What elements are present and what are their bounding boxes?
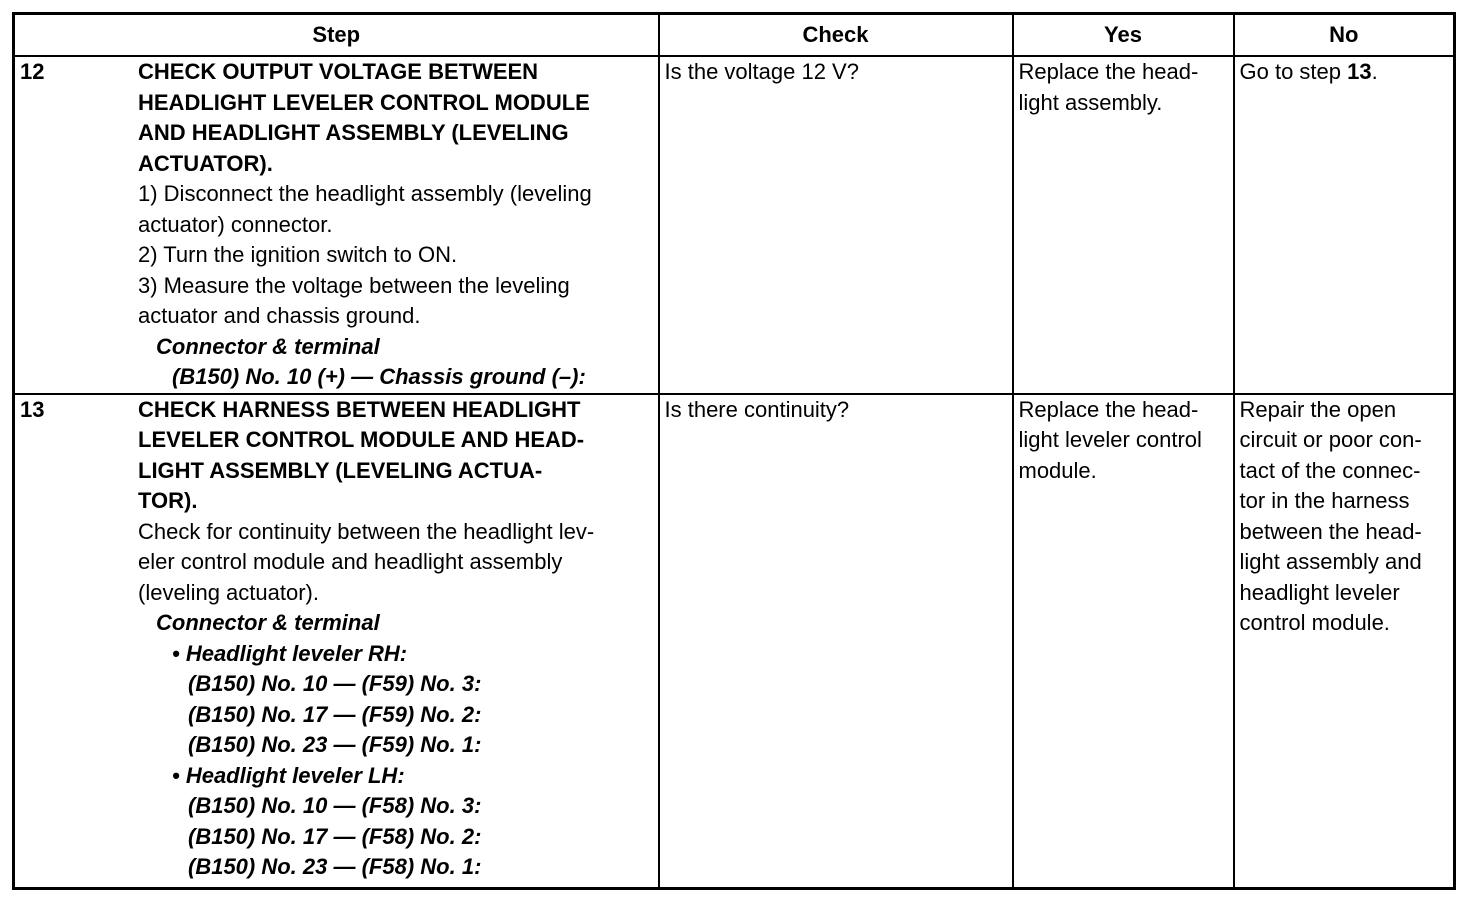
step-body xyxy=(138,57,658,393)
table-row xyxy=(14,56,1455,394)
yes-line: Replace the head- xyxy=(1018,59,1199,84)
terminal-line: (B150) No. 17 — (F59) No. 2: xyxy=(188,701,482,727)
check-question: Is the voltage 12 V? xyxy=(664,59,859,84)
step-cell xyxy=(14,394,659,889)
no-line: control module. xyxy=(1239,610,1390,635)
yes-line: Replace the head- xyxy=(1018,396,1199,422)
terminal-line: (B150) No. 23 — (F59) No. 1: xyxy=(188,732,482,757)
step-text-line: (leveling actuator). xyxy=(138,579,319,605)
header-row xyxy=(14,14,1455,57)
yes-line: module. xyxy=(1018,457,1097,483)
step-text-line: 1) Disconnect the headlight assembly (leveling xyxy=(138,181,592,206)
step-body xyxy=(138,395,658,883)
yes-cell xyxy=(1013,394,1234,889)
yes-line: light leveler control xyxy=(1018,427,1202,452)
step-title-line: TOR). xyxy=(138,488,198,513)
yes-line: light assembly. xyxy=(1018,89,1163,115)
no-line xyxy=(1240,57,1454,88)
group-label: • Headlight leveler RH: xyxy=(172,640,408,666)
check-cell xyxy=(659,56,1013,394)
step-title-line: LIGHT ASSEMBLY (LEVELING ACTUA- xyxy=(138,457,543,483)
terminal-line: (B150) No. 10 (+) — Chassis ground (–): xyxy=(172,364,586,389)
step-number: 12 xyxy=(20,59,45,84)
no-line: headlight leveler xyxy=(1239,579,1400,605)
connector-label: Connector & terminal xyxy=(156,333,380,359)
terminal-line: (B150) No. 10 — (F59) No. 3: xyxy=(188,671,482,696)
yes-cell xyxy=(1013,56,1234,394)
step-text-line: Check for continuity between the headlight lev- xyxy=(138,518,595,544)
step-text-line: 2) Turn the ignition switch to ON. xyxy=(138,242,458,267)
step-text-line: actuator and chassis ground. xyxy=(138,303,421,328)
step-title-line: CHECK HARNESS BETWEEN HEADLIGHT xyxy=(138,396,581,422)
header-no: No xyxy=(1234,14,1455,57)
step-title-line: CHECK OUTPUT VOLTAGE BETWEEN xyxy=(138,59,539,84)
step-cell xyxy=(14,56,659,394)
no-line: between the head- xyxy=(1239,518,1422,544)
connector-label: Connector & terminal xyxy=(156,610,380,635)
no-cell xyxy=(1234,394,1455,889)
table-row xyxy=(14,394,1455,889)
step-title-line: HEADLIGHT LEVELER CONTROL MODULE xyxy=(138,89,590,115)
no-line: tact of the connec- xyxy=(1239,457,1421,483)
check-cell xyxy=(659,394,1013,889)
no-line: light assembly and xyxy=(1239,549,1422,574)
no-line: circuit or poor con- xyxy=(1239,427,1422,452)
no-prefix: Go to step xyxy=(1239,59,1348,84)
no-line: Repair the open xyxy=(1239,396,1397,422)
step-text-line: actuator) connector. xyxy=(138,211,333,237)
header-step: Step xyxy=(14,14,659,57)
step-title-line: LEVELER CONTROL MODULE AND HEAD- xyxy=(138,427,585,452)
group-label: • Headlight leveler LH: xyxy=(172,762,405,788)
no-step-ref[interactable]: 13 xyxy=(1347,59,1372,84)
step-number: 13 xyxy=(20,396,45,422)
step-title-line: ACTUATOR). xyxy=(138,150,273,176)
step-text-line: eler control module and headlight assembly xyxy=(138,549,563,574)
terminal-line: (B150) No. 10 — (F58) No. 3: xyxy=(188,793,482,818)
diagnostic-table xyxy=(12,12,1456,890)
header-check: Check xyxy=(659,14,1013,57)
no-cell xyxy=(1234,56,1455,394)
no-suffix: . xyxy=(1371,59,1378,84)
no-line: tor in the harness xyxy=(1239,488,1410,513)
check-question: Is there continuity? xyxy=(664,396,850,422)
step-title-line: AND HEADLIGHT ASSEMBLY (LEVELING xyxy=(138,120,569,145)
terminal-line: (B150) No. 17 — (F58) No. 2: xyxy=(188,823,482,849)
step-text-line: 3) Measure the voltage between the leveling xyxy=(138,272,570,298)
terminal-line: (B150) No. 23 — (F58) No. 1: xyxy=(188,854,482,879)
header-yes: Yes xyxy=(1013,14,1234,57)
